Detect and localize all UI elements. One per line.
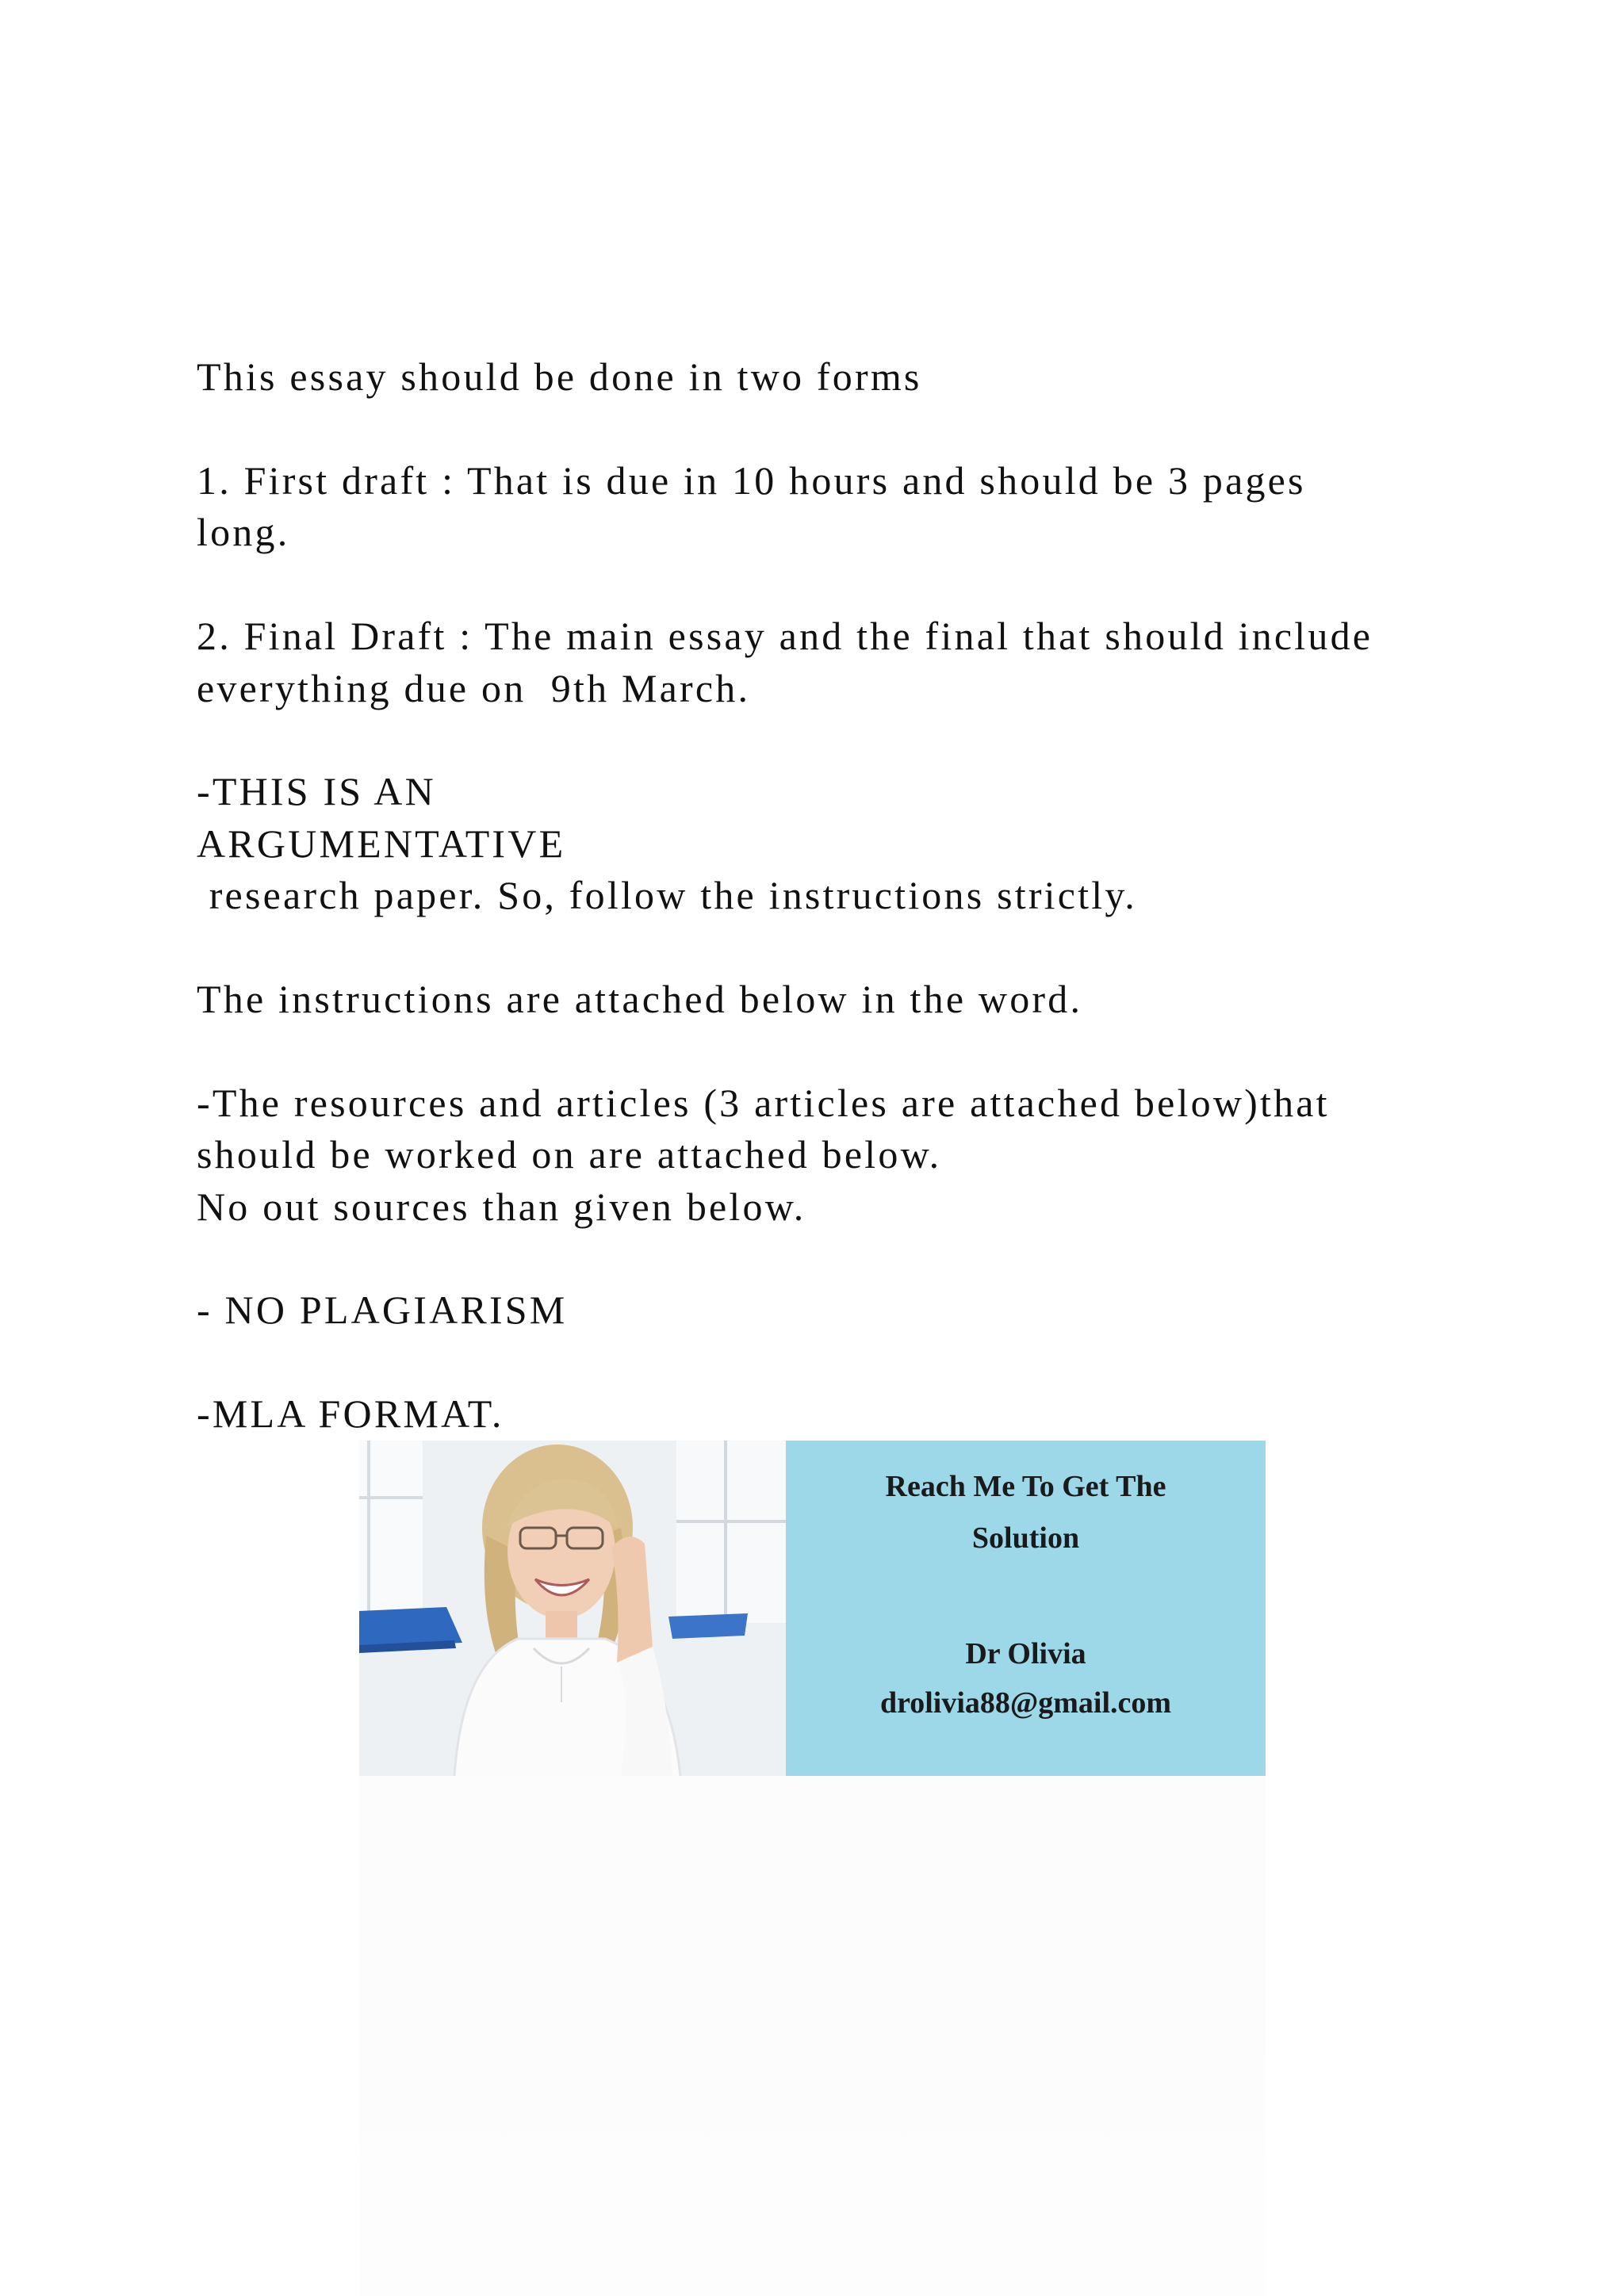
text-line: 2. Final Draft : The main essay and the final that should include: [197, 614, 1373, 658]
text-line: This essay should be done in two forms: [197, 354, 922, 399]
text-line: No out sources than given below.: [197, 1184, 806, 1229]
cta-heading-line2: Solution: [971, 1521, 1080, 1555]
text-line: -MLA FORMAT.: [197, 1391, 504, 1436]
text-line: -THIS IS AN: [197, 769, 436, 813]
woman-photo: [359, 1441, 786, 1776]
text-line: The instructions are attached below in the word.: [197, 977, 1083, 1021]
cta-heading-line1: Reach Me To Get The: [885, 1470, 1166, 1503]
text-line: ARGUMENTATIVE: [197, 821, 566, 866]
text-line: everything due on 9th March.: [197, 666, 751, 710]
text-line: should be worked on are attached below.: [197, 1132, 942, 1177]
contact-banner: [359, 1441, 1266, 1776]
contact-name: Dr Olivia: [965, 1637, 1086, 1670]
text-line: - NO PLAGIARISM: [197, 1288, 568, 1332]
contact-email: drolivia88@gmail.com: [879, 1686, 1172, 1720]
contact-panel: [786, 1441, 1266, 1776]
text-line: 1. First draft : That is due in 10 hours and should be 3 pages: [197, 458, 1306, 503]
text-line: research paper. So, follow the instructions strictly.: [197, 873, 1137, 917]
text-line: -The resources and articles (3 articles are attached below)that: [197, 1081, 1330, 1125]
faint-image-area: [359, 1776, 1266, 2296]
woman-illustration: [359, 1441, 786, 1776]
text-line: long.: [197, 510, 290, 554]
